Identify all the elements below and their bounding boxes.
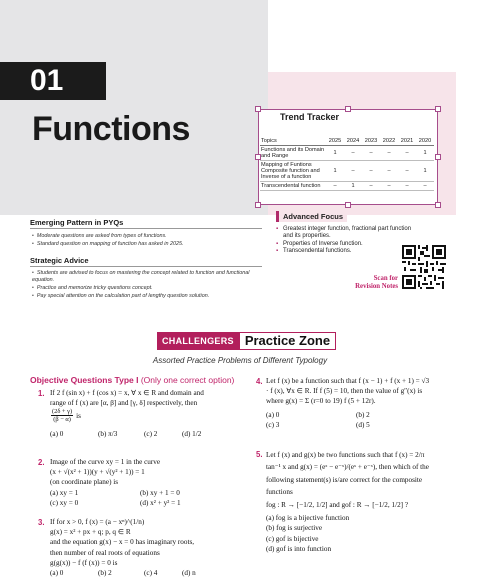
option-a[interactable]: (a) 0 — [50, 569, 64, 578]
question-text: fog : R → [−1/2, 1/2] and gof : R → [−1/2, 1/2] ? — [266, 500, 409, 509]
header-cell: 2023 — [362, 137, 380, 146]
trend-table — [260, 137, 434, 191]
practice-zone-title: Practice Zone — [239, 332, 336, 350]
section-title — [30, 375, 234, 385]
emerging-pattern-title: Emerging Pattern in PYQs — [30, 218, 124, 227]
question-number: 2. — [38, 458, 45, 467]
resize-handle-sw[interactable] — [255, 202, 261, 208]
table-cell: – — [416, 182, 434, 191]
header-cell: 2022 — [380, 137, 398, 146]
question-text: Let f (x) and g(x) be two functions such that f (x) = 2/π — [266, 451, 425, 459]
options-row — [266, 410, 471, 420]
option-a[interactable]: (a) xy = 1 — [50, 488, 79, 497]
table-row — [260, 146, 434, 161]
question-text: (x + √(x² + 1))(y + √(y² + 1)) = 1 — [50, 468, 145, 477]
resize-handle-nw[interactable] — [255, 106, 261, 112]
option-d[interactable]: (d) 5 — [356, 420, 370, 429]
divider — [30, 266, 262, 267]
question-text: · f (x), ∀x ∈ R. If f (5) = 10, then the value of g″(x) is — [266, 387, 423, 396]
table-cell: – — [362, 161, 380, 182]
table-cell: – — [398, 161, 416, 182]
question-3 — [50, 517, 245, 578]
question-text: range of f (x) are [α, β] and [γ, δ] respectively, then — [50, 399, 198, 408]
table-cell: Mapping of Funtions Composite function and Inverse of a function — [260, 161, 326, 182]
option-a[interactable]: (a) fog is a bijective function — [266, 514, 350, 523]
question-text: and the equation g(x) − x = 0 has imaginary roots, — [50, 538, 195, 547]
resize-handle-e[interactable] — [435, 154, 441, 160]
strategic-item: ▪ Students are advised to focus on mastering the concept related to function and functional equation. — [32, 270, 267, 284]
question-number: 3. — [38, 518, 45, 527]
option-c[interactable]: (c) 2 — [144, 430, 158, 439]
question-fraction-row — [50, 408, 245, 423]
challengers-tag: CHALLENGERS — [157, 332, 239, 350]
table-cell: 1 — [326, 146, 344, 161]
question-text: If for x > 0, f (x) = (a − xⁿ)^(1/n) — [50, 518, 145, 526]
advanced-focus-list — [276, 226, 416, 256]
header-cell: 2020 — [416, 137, 434, 146]
question-text: where g(x) = Σ (r=0 to 19) f (5 + 12r). — [266, 397, 376, 406]
question-text: following statement(s) is/are correct for the composite — [266, 475, 423, 484]
practice-subtitle: Assorted Practice Problems of Different Typology — [152, 356, 328, 365]
resize-handle-n[interactable] — [345, 106, 351, 112]
header-cell: 2024 — [344, 137, 362, 146]
options-row — [50, 429, 245, 439]
question-text: functions — [266, 488, 293, 497]
question-text: g(g(x)) − f (f (x)) = 0 is — [50, 558, 118, 567]
option-c[interactable]: (c) gof is bijective — [266, 534, 319, 543]
table-cell: 1 — [326, 161, 344, 182]
header-cell: 2021 — [398, 137, 416, 146]
divider — [30, 228, 262, 229]
option-b[interactable]: (b) 2 — [98, 569, 112, 578]
table-cell: 1 — [416, 146, 434, 161]
table-cell: 1 — [344, 182, 362, 191]
table-cell: – — [380, 182, 398, 191]
resize-handle-se[interactable] — [435, 202, 441, 208]
emerging-item: ▪ Moderate questions are asked from types of functions. — [32, 233, 267, 240]
options-row — [50, 498, 245, 508]
question-number: 5. — [256, 450, 263, 459]
table-cell: – — [344, 161, 362, 182]
question-text: tan⁻¹ x and g(x) = (eˣ − e⁻ˣ)/(eˣ + e⁻ˣ), then which of the — [266, 463, 429, 472]
advanced-item: ▪ Transcendental functions. — [276, 248, 416, 255]
question-2 — [50, 457, 245, 508]
header-cell: 2025 — [326, 137, 344, 146]
option-b[interactable]: (b) π/3 — [98, 430, 118, 439]
question-text: is — [76, 411, 81, 420]
chapter-title: Functions — [32, 110, 190, 148]
resize-handle-s[interactable] — [345, 202, 351, 208]
option-c[interactable]: (c) 3 — [266, 420, 280, 429]
qr-code-icon[interactable] — [402, 245, 446, 289]
table-cell: – — [380, 146, 398, 161]
option-a[interactable]: (a) 0 — [50, 430, 64, 439]
trend-tracker-title: Trend Tracker — [280, 112, 340, 122]
question-1 — [50, 388, 245, 440]
section-title-note: (Only one correct option) — [138, 375, 235, 385]
question-text: g(x) = x² + px + q; p, q ∈ R — [50, 528, 131, 537]
question-4 — [266, 376, 471, 430]
table-cell: – — [398, 182, 416, 191]
fraction-numerator: (2δ + γ) — [52, 408, 73, 416]
table-row — [260, 161, 434, 182]
strategic-item: ▪ Pay special attention on the calculation part of lengthy question solution. — [32, 293, 267, 300]
question-number: 1. — [38, 389, 45, 398]
option-a[interactable]: (a) 0 — [266, 410, 280, 419]
table-cell: – — [344, 146, 362, 161]
question-text: If 2 f (sin x) + f (cos x) = x, ∀ x ∈ R and domain and — [50, 389, 204, 397]
question-text: Image of the curve xy = 1 in the curve — [50, 458, 161, 466]
scan-label — [346, 275, 398, 291]
option-c[interactable]: (c) xy = 0 — [50, 498, 79, 507]
options-row — [266, 420, 471, 430]
advanced-focus-title: Advanced Focus — [276, 211, 347, 222]
emerging-item: ▪ Standard question on mapping of function has asked in 2025. — [32, 241, 267, 248]
option-d[interactable]: (d) n — [182, 569, 196, 578]
table-cell: – — [326, 182, 344, 191]
question-number: 4. — [256, 377, 263, 386]
option-c[interactable]: (c) 4 — [144, 569, 158, 578]
advanced-item: ▪ Greatest integer function, fractional part function and its properties. — [276, 226, 416, 241]
options-row — [50, 568, 245, 578]
section-title-bold: Objective Questions Type I — [30, 375, 139, 385]
scan-label-line: Scan for — [373, 275, 398, 282]
table-cell: Transcendental function — [260, 182, 326, 191]
table-cell: – — [362, 182, 380, 191]
option-b[interactable]: (b) xy + 1 = 0 — [140, 488, 180, 497]
table-cell: – — [362, 146, 380, 161]
table-cell: – — [398, 146, 416, 161]
chapter-number: 01 — [0, 62, 106, 100]
question-text: Let f (x) be a function such that f (x − 1) + f (x + 1) = √3 — [266, 377, 430, 385]
fraction-denominator: (β − α) — [53, 416, 71, 424]
practice-zone-banner — [157, 332, 336, 350]
options-list — [266, 513, 471, 555]
question-5 — [266, 449, 471, 555]
options-row — [50, 488, 245, 498]
option-d[interactable]: (d) 1/2 — [182, 430, 202, 439]
table-cell: Functions and its Domain and Range — [261, 147, 325, 159]
table-cell: – — [380, 161, 398, 182]
header-grey-panel — [0, 0, 268, 215]
question-text: (on coordinate plane) is — [50, 478, 119, 487]
header-cell: Topics — [260, 137, 326, 146]
option-b[interactable]: (b) fog is surjective — [266, 524, 323, 533]
question-text: then number of real roots of equations — [50, 548, 160, 557]
strategic-item: ▪ Practice and memorize tricky questions concept. — [32, 285, 267, 292]
advanced-item: ▪ Properties of Inverse function. — [276, 241, 416, 248]
table-row — [260, 182, 434, 191]
option-d[interactable]: (d) x² + y² = 1 — [140, 498, 181, 507]
table-cell: 1 — [416, 161, 434, 182]
strategic-advice-title: Strategic Advice — [30, 256, 89, 265]
fraction — [51, 408, 73, 423]
resize-handle-ne[interactable] — [435, 106, 441, 112]
trend-table-header — [260, 137, 434, 146]
scan-label-line: Revision Notes — [355, 283, 398, 290]
option-b[interactable]: (b) 2 — [356, 410, 370, 419]
option-d[interactable]: (d) gof is into function — [266, 545, 332, 554]
